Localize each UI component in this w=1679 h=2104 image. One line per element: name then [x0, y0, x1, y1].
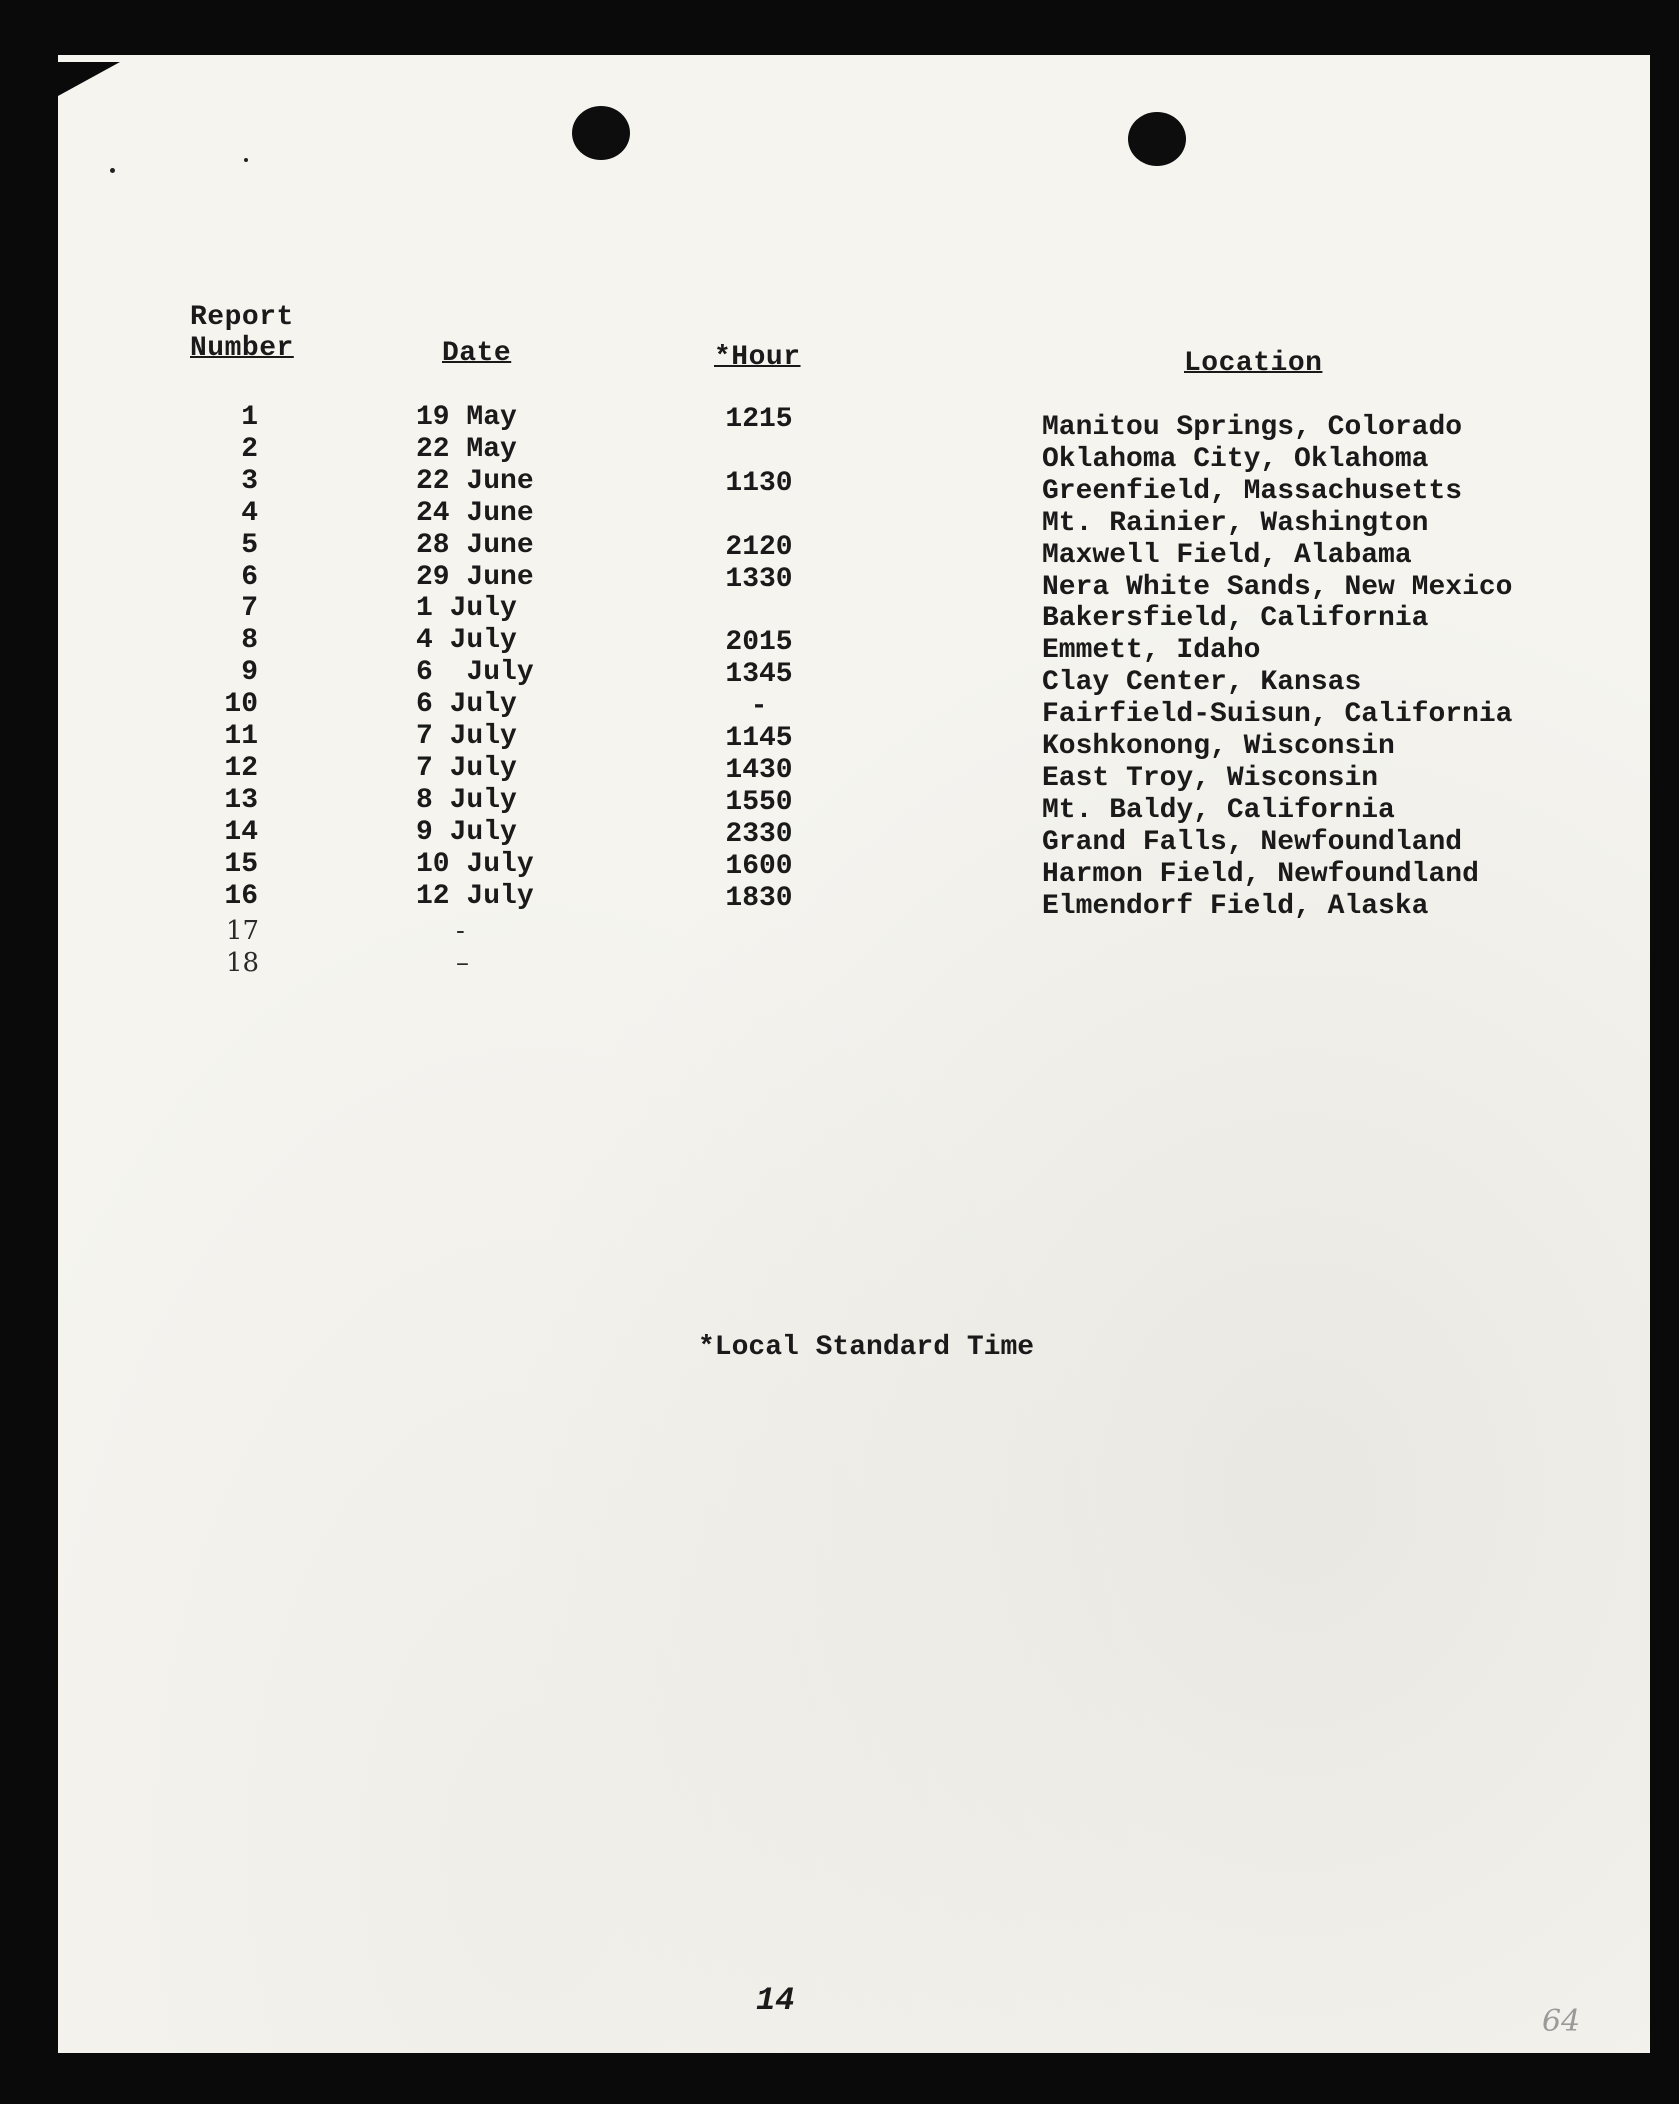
report-date: 24 June — [416, 497, 534, 529]
corner-mark: 64 — [1542, 2004, 1581, 2039]
punch-hole-right — [1128, 112, 1186, 166]
report-date: 6 July — [416, 657, 534, 689]
report-date: 19 May — [416, 402, 517, 433]
report-hour: 1330 — [725, 563, 793, 595]
report-hour: 1430 — [725, 754, 793, 786]
report-location: Koshkonong, Wisconsin — [1042, 731, 1395, 762]
report-hour: 1130 — [725, 467, 793, 499]
header-report-line1: Report — [190, 302, 294, 333]
report-date: 22 June — [416, 465, 534, 497]
report-date-handwritten: - — [456, 916, 465, 947]
report-number: 10 — [224, 689, 258, 721]
report-location: Nera White Sands, New Mexico — [1042, 571, 1513, 603]
report-location: Clay Center, Kansas — [1042, 667, 1362, 699]
report-number: 6 — [241, 561, 258, 593]
document-page — [58, 55, 1650, 2053]
report-number: 4 — [241, 497, 258, 529]
header-report-line2: Number — [190, 333, 294, 364]
header-location — [1184, 348, 1322, 379]
report-date: 22 May — [416, 433, 517, 465]
folded-corner — [58, 62, 120, 96]
report-hour: 2330 — [725, 818, 793, 850]
report-location: Mt. Baldy, California — [1042, 794, 1395, 826]
report-hour: 2120 — [725, 531, 793, 563]
report-date: 12 July — [416, 880, 534, 912]
report-location: Bakersfield, California — [1042, 603, 1429, 635]
report-location: Oklahoma City, Oklahoma — [1042, 443, 1429, 475]
header-date-label: Date — [442, 338, 512, 369]
report-date-handwritten: – — [456, 948, 469, 979]
report-number: 1 — [241, 402, 258, 433]
report-location: Grand Falls, Newfoundland — [1042, 826, 1463, 858]
report-hour: 1550 — [725, 786, 793, 818]
report-date: 9 July — [416, 816, 517, 848]
report-number: 9 — [241, 657, 258, 689]
report-location: Manitou Springs, Colorado — [1042, 412, 1463, 443]
report-location: Elmendorf Field, Alaska — [1042, 890, 1429, 922]
punch-hole-left — [572, 106, 630, 160]
report-location: Fairfield-Suisun, California — [1042, 699, 1513, 731]
report-hour: 1830 — [725, 882, 793, 914]
report-number: 14 — [224, 816, 258, 848]
report-location: Mt. Rainier, Washington — [1042, 507, 1429, 539]
report-hour: 1215 — [725, 404, 793, 435]
report-date: 4 July — [416, 625, 517, 657]
report-number: 5 — [241, 529, 258, 561]
report-hour: 2015 — [725, 627, 793, 659]
report-number-handwritten: 17 — [226, 916, 260, 947]
report-location: East Troy, Wisconsin — [1042, 762, 1379, 794]
report-number: 13 — [224, 784, 258, 816]
report-number: 8 — [241, 625, 258, 657]
header-location-label: Location — [1184, 348, 1323, 379]
report-hour: - — [750, 691, 768, 723]
report-location: Greenfield, Massachusetts — [1042, 475, 1463, 507]
report-number: 3 — [241, 465, 258, 497]
report-location: Emmett, Idaho — [1042, 635, 1261, 667]
report-number: 7 — [241, 593, 258, 625]
report-date: 6 July — [416, 689, 517, 721]
report-hour: 1145 — [725, 723, 793, 754]
speck — [110, 168, 115, 173]
report-hour: 1600 — [725, 850, 793, 882]
report-number-handwritten: 18 — [226, 948, 260, 979]
header-hour-label: *Hour — [714, 342, 801, 373]
report-date: 28 June — [416, 529, 534, 561]
report-date: 7 July — [416, 752, 517, 784]
footnote: *Local Standard Time — [698, 1332, 1035, 1363]
report-date: 1 July — [416, 593, 517, 625]
report-location: Harmon Field, Newfoundland — [1042, 858, 1479, 890]
header-report — [190, 302, 294, 364]
report-location: Maxwell Field, Alabama — [1042, 539, 1412, 571]
report-number: 16 — [224, 880, 258, 912]
header-date — [442, 338, 511, 369]
report-date: 10 July — [416, 848, 534, 880]
report-number: 2 — [241, 433, 258, 465]
speck — [244, 158, 248, 162]
report-date: 7 July — [416, 721, 517, 752]
report-number: 15 — [224, 848, 258, 880]
report-date: 29 June — [416, 561, 534, 593]
report-hour: 1345 — [725, 659, 793, 691]
report-number: 11 — [224, 721, 258, 752]
page-number: 14 — [756, 1982, 795, 2019]
report-number: 12 — [224, 752, 258, 784]
report-date: 8 July — [416, 784, 517, 816]
header-hour — [714, 342, 801, 373]
